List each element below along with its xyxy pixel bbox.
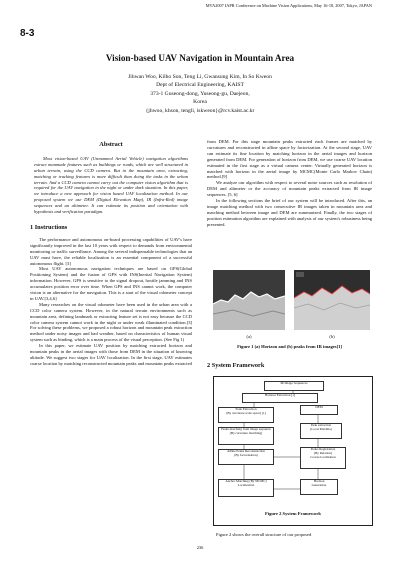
author-emails: {jhwoo, khson, tengli, iskweon}@rcv.kaist.ac.kr <box>145 107 255 114</box>
right-paragraph-2: We analyze our algorithm with respect to several noise sources such as resolution of DEM and altimeter or the accuracy of mountain peaks extracted from IR image sequences. [5, 6] <box>207 180 372 198</box>
diagram-box-peak-extraction: Peak Extraction (By curvature scale space) [1] <box>218 407 274 423</box>
diagram-box-peaks-registration: Peaks Registration (By Relation) Coarse localization <box>300 447 346 469</box>
figure-1a-label: (a) <box>246 334 252 339</box>
author-country: Korea <box>193 99 207 106</box>
figure-2-diagram <box>213 376 373 526</box>
figure-1a-horizon-image <box>213 270 285 330</box>
diagram-box-peak-estimation: Peak extraction (Local Maxima) <box>300 423 342 439</box>
paper-title: Vision-based UAV Navigation in Mountain Area <box>105 53 295 63</box>
figure-2-caption: Figure 2 System Framework <box>265 511 321 516</box>
peaks-image-svg <box>294 270 370 330</box>
page-number: 236 <box>196 545 204 550</box>
diagram-box-ir-sequences: IR Image Sequences <box>264 381 324 391</box>
right-paragraph-1: from DEM. For this stage mountain peaks extracted each frames are matched by curvatures and reconstructed in affine space by factorization. At the second stage, UAV can estimate its fine location by matching horizon in the aerial images and horizon generated from DEM. For generation of horizon from DEM, we use coarse UAV location estimated in the first stage as a virtual camera center. Virtually generated horizon is matched with horizon in the aerial image by MCMC(Monte Carlo Markov Chain) method.[9] <box>207 139 372 180</box>
horizon-image-svg <box>213 270 285 330</box>
paper-tag: 8-3 <box>20 28 35 39</box>
diagram-box-affine-reconstruction: Affine Peaks Reconstruction (By factorization) <box>218 449 274 465</box>
diagram-box-anchor-matching: Anchor Matching (By MCMC) Localization <box>218 479 274 497</box>
abstract-text: Most vision-based UAV (Unmanned Aerial Vehicle) navigation algorithms extract manmade features such as buildings or roads, which are well structured in urban terrain, using the CCD camera. But in the mountain area, extracting, matching or tracking features is more difficult than doing the tasks in the urban terrain. And a CCD camera cannot carry out the computer vision algorithm that is required for the UAV navigation in the night or under dark situation. In this paper, we introduce a new approach for vision based UAV localization method. In our proposed system we use DEM (Digital Elevation Map), IR (Infra-Red) image sequences and an altimeter. It can estimate its position and orientation with hypothesis and verification paradigm. <box>34 155 188 215</box>
intro-paragraph-2: Most UAV autonomous navigation techniques are based on GPS(Global Positioning System) and the fusion of GPS with INS(Inertial Navigation System) information. However, GPS is sensitive to the signal dropout, hostile jamming and INS accumulates position error over time. When GPS and INS cannot work, the computer vision is an alternative for the navigation. This is a start of the visual odometer concept in UAV.[3,4,6] <box>30 266 192 301</box>
author-block <box>0 73 400 115</box>
author-names: Jihwan Woo, Kilho Son, Teng Li, Gwansung Kim, In So Kweon <box>128 74 272 80</box>
diagram-box-peaks-matching: Peaks matching from image sequence (By curvature matching) <box>218 427 274 445</box>
left-column <box>30 142 192 367</box>
abstract-heading: Abstract <box>99 141 123 148</box>
right-column <box>207 139 372 228</box>
figure-1b-label: (b) <box>329 334 335 339</box>
author-dept: Dept of Electrical Engineering, KAIST <box>156 82 244 89</box>
figure-1b-peaks-image <box>294 270 370 330</box>
section-2-heading: 2 System Framework <box>207 362 265 369</box>
right-paragraph-4: Figure 2 shows the overall structure of our proposed <box>216 532 312 537</box>
diagram-box-dem: DEM <box>300 405 338 415</box>
author-address: 373-1 Guseong-dong, Yuseong-gu, Daejeon, <box>150 90 250 97</box>
intro-paragraph-4: In this paper, we estimate UAV position by matching extracted horizon and mountain peaks in the aerial images with those from DEM in the situation of knowing altitude. We suggest two stages for UAV localization. In the first stage, UAV estimates coarse location by matching reconstructed mountain peaks and mountain peaks extracted <box>30 343 192 366</box>
intro-paragraph-1: The performance and autonomous on-board processing capabilities of UAV's have significantly improved in the last 10 years with respect to demands from environmental monitoring or traffic surveillance. Among the several indispensable technologies that an UAV must have, the reliable localization is an essential component of a successful autonomous flight. [3] <box>30 236 192 266</box>
diagram-box-horizon-generation: Horizon Generation <box>300 479 338 495</box>
intro-heading: 1 Instructions <box>30 223 68 231</box>
intro-paragraph-3: Many researches on the visual odometer have been used in the urban area with a CCD color camera system. However, in the natural terrain environments such as mountain area, defining landmark or extracting feature set is not easy because the CCD color camera system cannot work in the night or under weak illuminated condition.[3] For solving these problems, we proposed a robust horizon and mountain peak extraction method under noisy images and bad weather, based on characteristics of human visual system such as binding, which is a main process of the visual perception. (See Fig 1) <box>30 301 192 343</box>
conference-header: MVA2007 IAPR Conference on Machine Vision Applications, May 16-18, 2007, Tokyo, JAPAN <box>205 3 372 8</box>
figure-1-caption: Figure 1 (a) Horizon and (b) peaks from IR images[1] <box>237 344 342 349</box>
diagram-box-horizon-extraction: Horizon Extraction [1] <box>242 393 318 403</box>
right-paragraph-3: In the following sections the brief of our system will be introduced. After this, an image matching method with two consecutive IR images taken in mountain area and matching method between image and DEM are summarized. Finally, the two stages of position estimation algorithm are explained with analysis of our system's robustness being presented. <box>207 198 372 227</box>
